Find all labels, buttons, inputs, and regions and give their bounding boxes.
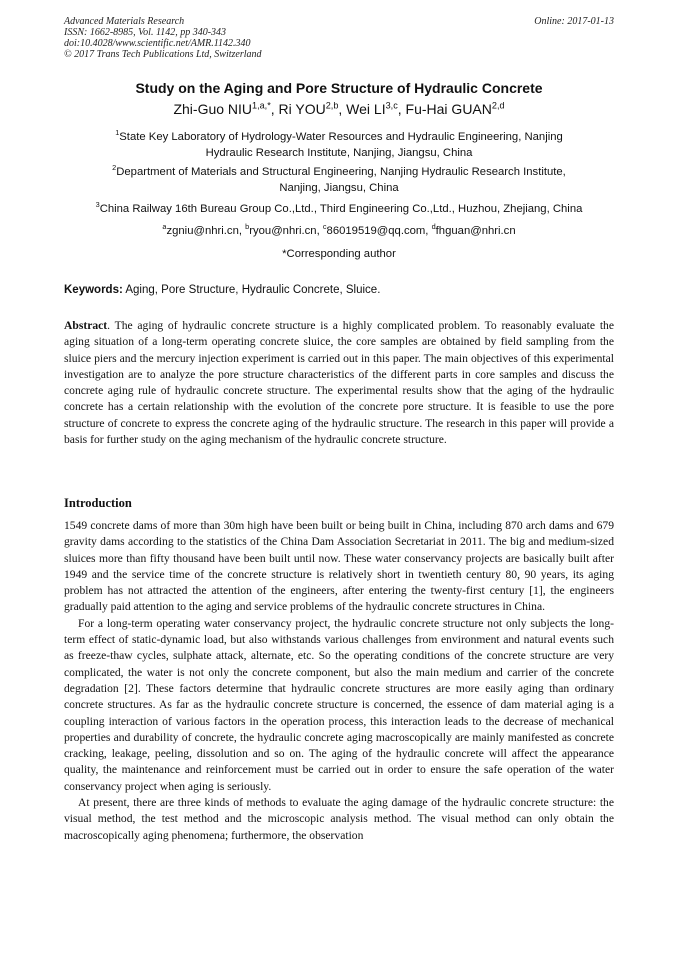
paragraph: At present, there are three kinds of methods to evaluate the aging damage of the hydraulic concrete structure: the visual method, the test method and the microscopic analysis method. The visual method can only obtain the macroscopically aging phenomena; furthermore, the observation [64, 796, 614, 842]
abstract-label: Abstract [64, 319, 108, 332]
keywords-text: Aging, Pore Structure, Hydraulic Concrete, Sluice. [122, 284, 381, 296]
author-list [40, 101, 638, 117]
author: Zhi-Guo $NIU^{1,a,*}$, [173, 100, 279, 117]
doi-line[interactable]: doi:10.4028/www.scientific.net/AMR.1142.340 [64, 38, 251, 49]
issn-line: ISSN: 1662-8985, Vol. 1142, pp 340-343 [64, 27, 227, 38]
affiliation-2: $^2$Department of Materials and Structural Engineering, Nanjing Hydraulic Research Institute, Nanjing, Jiangsu, China [112, 163, 566, 194]
keywords [64, 284, 624, 296]
affiliation-3: $^3$China Railway 16th Bureau Group Co.,Ltd., Third Engineering Co.,Ltd., Huzhou, Zhejiang, China [95, 200, 583, 215]
introduction-body [64, 518, 614, 844]
copyright-line: © 2017 Trans Tech Publications Ltd, Switzerland [64, 49, 262, 60]
email[interactable]: $^c$86019519@qq.com, [322, 222, 432, 237]
author: Ri YOU$^{2,b}$, [278, 100, 347, 117]
abstract-text: . The aging of hydraulic concrete structure is a highly complicated problem. To reasonably evaluate the aging situation of a long-term operating concrete sluice, the core samples are obtained by field sampling from the sluice piers and the mercury injection experiment is carried out in this paper. The main objectives of this experimental investigation are to analyze the pore structure characteristics of the different parts in core samples and discuss the concrete aging rule of hydraulic concrete structure. The experimental results show that the aging of the hydraulic concrete has a certain relationship with the evolution of the concrete pore structure. It is feasible to use the pore structure of concrete to express the concrete aging of the hydraulic structure. The research in this paper will provide a basis for further study on the aging mechanism of the hydraulic concrete structure. [64, 319, 614, 447]
corresponding-note: *Corresponding author [282, 248, 396, 260]
online-date: Online: 2017-01-13 [534, 16, 614, 27]
email[interactable]: $^b$ryou@nhri.cn, [245, 222, 323, 237]
keywords-label: Keywords: [64, 284, 123, 296]
author: Wei LI$^{3,c}$, [346, 100, 406, 117]
journal-name: Advanced Materials Research [64, 16, 185, 27]
paper-title: Study on the Aging and Pore Structure of Hydraulic Concrete [135, 80, 543, 96]
email-list [40, 223, 638, 239]
email[interactable]: $^d$fhguan@nhri.cn [431, 222, 516, 237]
paragraph: 1549 concrete dams of more than 30m high have been built or being built in China, including 870 arch dams and 679 gravity dams according to the statistics of the China Dam Association Secretariat in 2011. The big and medium-sized sluices more than fifty thousand have been built until now. These water conservancy projects are basically built after 1949 and the service time of the concrete structure is relatively short in twentieth century 80, 90 years, its aging problem has not attracted the attention of the engineers, after entering the twenty-first century [1], the engineers gradually paid attention to the aging and service problems of the hydraulic concrete structures in China. [64, 519, 614, 614]
abstract [64, 318, 614, 448]
author: Fu-Hai GUAN$^{2,d}$ [405, 100, 505, 117]
affiliation-1: $^1$State Key Laboratory of Hydrology-Water Resources and Hydraulic Engineering, Nanjing Hydraulic Research Institute, Nanjing, Jiangsu, China [115, 128, 563, 159]
section-heading-introduction: Introduction [64, 496, 132, 510]
email[interactable]: $^a$zgniu@nhri.cn, [162, 222, 246, 237]
paragraph: For a long-term operating water conservancy project, the hydraulic concrete structure not only subjects the long-term effect of static-dynamic load, but also withstands various challenges from environment and natural events such as freeze-thaw cycles, sulphate attack, alternate, etc. So the operating conditions of the concrete structure are very complicated, the water is not only the concrete component, but also the main medium and carrier of the concrete degradation [2]. These factors determine that hydraulic concrete structures are more easily aging than ordinary concrete structures. As far as the hydraulic concrete structure is concerned, the essence of dam material aging is a coupling interaction of various factors in the operation process, this interaction leads to the decrease of mechanical properties and durability of concrete, the hydraulic concrete aging macroscopically are mainly manifested as concrete cracking, leakage, peeling, dissolution and so on. The aging of the hydraulic concrete will affect the appearance quality, the maintenance and reinforcement must be carried out in order to ensure the safe operation of the water conservancy project when aging is seriously. [64, 616, 614, 793]
